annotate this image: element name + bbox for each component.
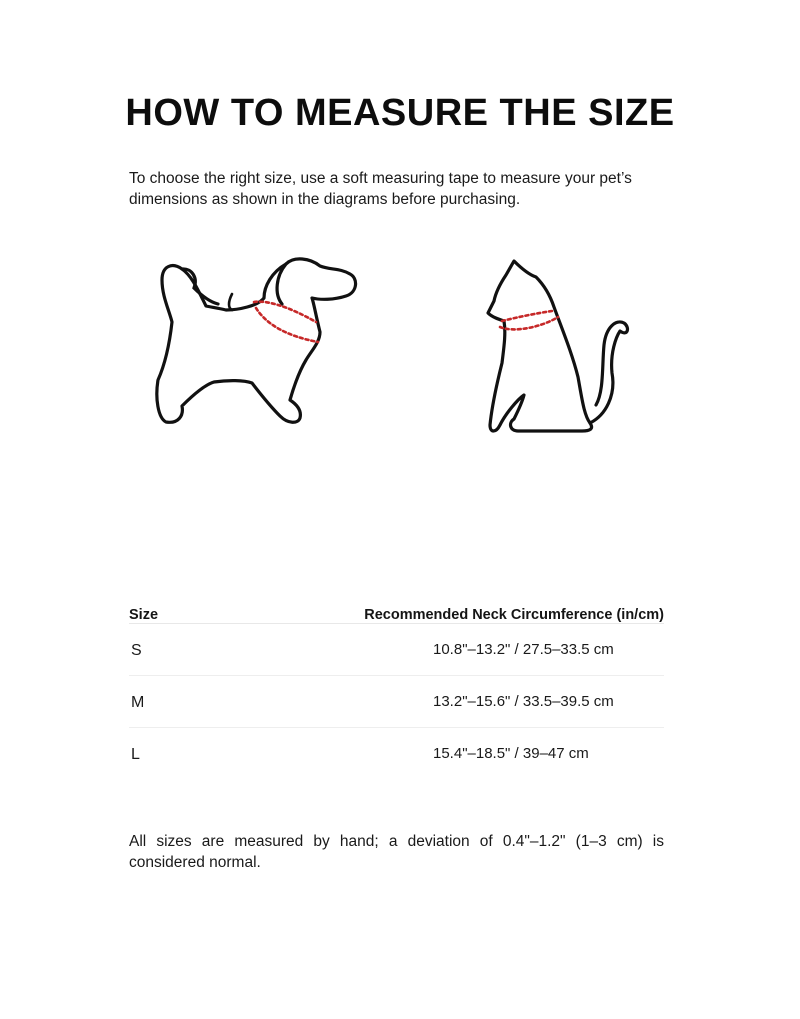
- row-neck-value: 13.2"–15.6" / 33.5–39.5 cm: [433, 693, 614, 710]
- page-title: HOW TO MEASURE THE SIZE: [125, 92, 675, 134]
- dog-neck-tape: [256, 308, 318, 342]
- row-size: S: [131, 642, 142, 659]
- row-size: M: [131, 694, 145, 711]
- intro-text: To choose the right size, use a soft measuring tape to measure your pet’s dimensions as shown in the diagrams before purchasing.: [129, 170, 632, 208]
- table-row: [129, 728, 664, 779]
- row-size: L: [131, 746, 140, 763]
- dog-collar: [229, 294, 232, 310]
- size-table: [129, 593, 664, 779]
- header-size: Size: [129, 607, 159, 623]
- cat-tail: [590, 322, 627, 423]
- header-neck-circumference: Recommended Neck Circumference (in/cm): [364, 607, 664, 623]
- cat-outline: [488, 261, 592, 431]
- dog-outline: [157, 259, 356, 422]
- row-neck-value: 15.4"–18.5" / 39–47 cm: [433, 745, 589, 762]
- table-row: [129, 624, 664, 676]
- table-row: [129, 676, 664, 728]
- measurement-note: All sizes are measured by hand; a deviation of 0.4"–1.2" (1–3 cm) is considered normal.: [129, 833, 664, 871]
- row-neck-value: 10.8"–13.2" / 27.5–33.5 cm: [433, 641, 614, 658]
- dog-measure-icon: [148, 250, 368, 440]
- cat-neck-tape-back: [502, 311, 552, 321]
- table-header: [129, 593, 664, 624]
- cat-measure-icon: [478, 255, 638, 440]
